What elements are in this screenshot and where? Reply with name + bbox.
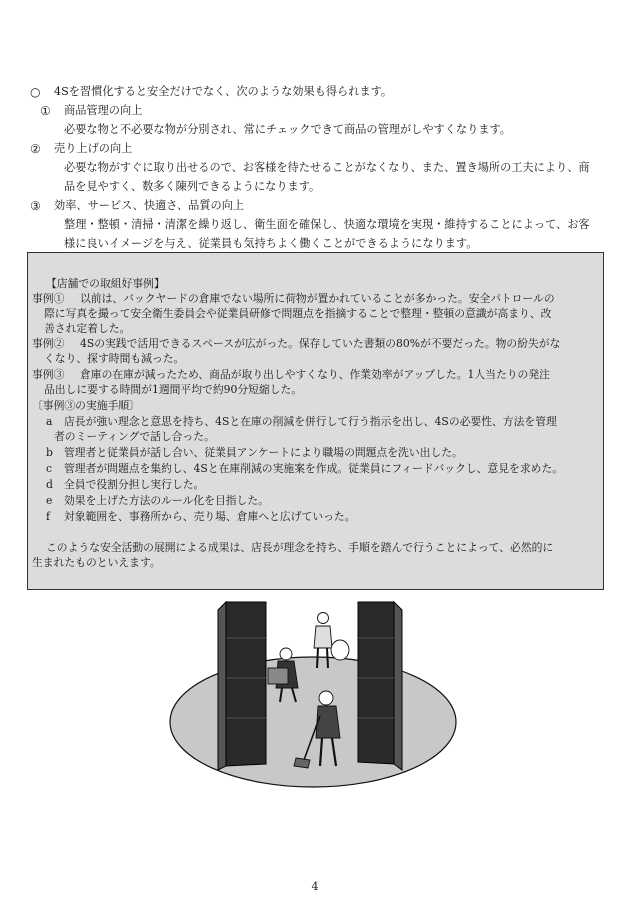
effect-2-title: 売り上げの向上 <box>54 142 133 155</box>
effect-3-number: ③ <box>30 199 41 213</box>
effect-3-line-1: 整理・整頓・清掃・清潔を繰り返し、衛生面を確保し、快適な環境を実現・維持することによって、お客 <box>64 218 590 231</box>
case-1-line-2: 際に写真を撮って安全衛生委員会や従業員研修で問題点を指摘することで整理・整頓の意識が高まり、改 <box>44 307 552 320</box>
right-shelf-icon <box>358 602 402 770</box>
left-shelf-icon <box>218 602 266 770</box>
step-c-letter: c <box>46 462 53 475</box>
case-1-line-3: 善され定着した。 <box>44 322 131 335</box>
floor-ellipse <box>170 657 456 787</box>
procedure-title: 〔事例③の実施手順〕 <box>32 399 140 412</box>
intro-text: 4Sを習慣化すると安全だけでなく、次のような効果も得られます。 <box>54 85 393 98</box>
step-d-line-1: 全員で役割分担し実行した。 <box>64 478 205 491</box>
step-a-line-1: 店長が強い理念と意思を持ち、4Sと在庫の削減を併行して行う指示を出し、4Sの必要性、方法を管理 <box>64 415 557 428</box>
effect-3-line-2: 様に良いイメージを与え、従業員も気持ちよく働くことができるようになります。 <box>64 237 478 250</box>
step-a-line-2: 者のミーティングで話し合った。 <box>54 430 215 443</box>
case-1-label: 事例① <box>32 292 65 305</box>
page-number: 4 <box>311 880 319 893</box>
storeroom-illustration <box>168 598 458 790</box>
effect-2-number: ② <box>30 142 41 156</box>
step-e-line-1: 効果を上げた方法のルール化を目指した。 <box>64 494 269 507</box>
step-a-letter: a <box>46 415 53 428</box>
step-e-letter: e <box>46 494 53 507</box>
conclusion-line-1: このような安全活動の展開による成果は、店長が理念を持ち、手順を踏んで行うことによって、必然的に <box>46 541 554 554</box>
effect-1-line-1: 必要な物と不必要な物が分別され、常にチェックできて商品の管理がしやすくなります。 <box>64 123 511 136</box>
step-c-line-1: 管理者が問題点を集約し、4Sと在庫削減の実施案を作成。従業員にフィードバックし、意見を求めた。 <box>64 462 564 475</box>
effect-1-number: ① <box>40 104 51 118</box>
step-b-line-1: 管理者と従業員が話し合い、従業員アンケートにより職場の問題点を洗い出した。 <box>64 446 463 459</box>
case-3-line-2: 品出しに要する時間が1週間平均で約90分短縮した。 <box>44 383 303 396</box>
step-f-line-1: 対象範囲を、事務所から、売り場、倉庫へと広げていった。 <box>64 510 356 523</box>
effect-3-title: 効率、サービス、快適さ、品質の向上 <box>54 199 245 212</box>
case-box-heading: 【店舗での取組好事例】 <box>46 277 165 290</box>
effect-1-title: 商品管理の向上 <box>64 104 143 117</box>
intro-bullet: ○ <box>30 85 41 99</box>
step-b-letter: b <box>46 446 53 459</box>
case-3-line-1: 倉庫の在庫が減ったため、商品が取り出しやすくなり、作業効率がアップした。1人当たりの発注 <box>80 368 550 381</box>
case-2-line-2: くなり、探す時間も減った。 <box>44 352 185 365</box>
effect-2-line-1: 必要な物がすぐに取り出せるので、お客様を待たせることがなくなり、また、置き場所の工夫により、商 <box>64 161 590 174</box>
step-f-letter: f <box>46 510 50 523</box>
conclusion-line-2: 生まれたものといえます。 <box>32 556 161 569</box>
case-example-box <box>27 252 604 590</box>
case-1-line-1: 以前は、バックヤードの倉庫でない場所に荷物が置かれていることが多かった。安全パトロールの <box>80 292 555 305</box>
effect-2-line-2: 品を見やすく、数多く陳列できるようになります。 <box>64 180 321 193</box>
case-3-label: 事例③ <box>32 368 65 381</box>
case-2-line-1: 4Sの実践で活用できるスペースが広がった。保存していた書類の80%が不要だった。物の紛失がな <box>80 337 561 350</box>
step-d-letter: d <box>46 478 53 491</box>
case-2-label: 事例② <box>32 337 65 350</box>
